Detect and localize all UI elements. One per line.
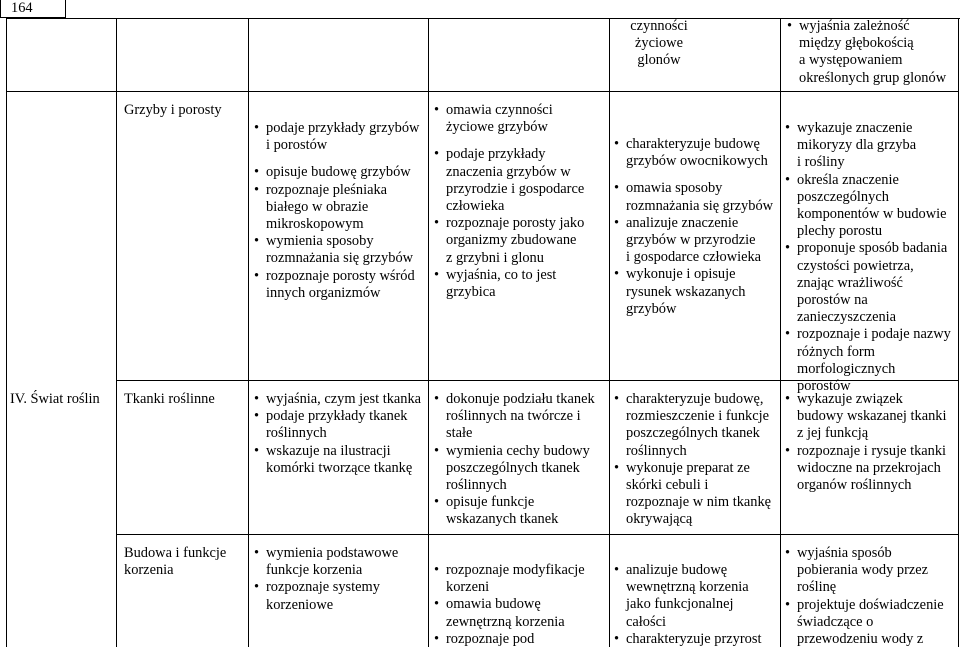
bullet-item-continuation: rysunek wskazanych	[626, 283, 746, 300]
bullet-item: • analizuje znaczenie	[612, 215, 778, 232]
bullet-item-continuation: pobierania wody przez	[797, 562, 929, 579]
bullet-list	[432, 562, 608, 648]
bullet-item-continuation: korzeni	[446, 579, 490, 596]
bullet-item: • wykazuje znaczenie	[783, 120, 958, 137]
bullet-item: • podaje przykłady	[432, 146, 608, 163]
bullet-item: • podaje przykłady tkanek	[252, 408, 427, 425]
bullet-item-continuation: rozpoznaje w nim tkankę	[626, 494, 772, 511]
row-line-3	[116, 534, 959, 535]
list-gap	[252, 154, 427, 164]
bullet-item: • wymienia cechy budowy	[432, 443, 608, 460]
bullet-item-continuation: przyrodzie i gospodarce	[446, 180, 585, 197]
col-line-4	[428, 18, 429, 647]
bullet-item: • wyjaśnia, co to jest	[432, 267, 608, 284]
cell-r0-c6	[783, 120, 958, 395]
bullet-item: • charakteryzuje budowę	[612, 136, 778, 153]
bullet-item-continuation: poszczególnych	[797, 188, 889, 205]
cell-r2-c5	[612, 562, 778, 648]
list-item: • wyjaśnia zależność	[785, 18, 957, 35]
bullet-item: • wykonuje i opisuje	[612, 266, 778, 283]
bullet-list	[432, 391, 608, 529]
page-number: 164	[0, 0, 66, 18]
bullet-item-continuation: znaczenia grzybów w	[446, 163, 571, 180]
right-border	[958, 18, 959, 647]
bullet-item-continuation: roślinnych	[446, 477, 507, 494]
top-cell-c5	[609, 18, 709, 70]
bullet-item: • omawia sposoby	[612, 180, 778, 197]
bullet-item-continuation: widoczne na przekrojach	[797, 459, 941, 476]
cell-r0-c5	[612, 136, 778, 318]
bullet-item-continuation: stałe	[446, 425, 473, 442]
bullet-list	[783, 391, 958, 494]
topic-grzyby: Grzyby i porosty	[124, 102, 222, 118]
row-line-1	[6, 91, 959, 92]
cell-r1-c4	[432, 391, 608, 529]
list-item: między głębokością	[799, 35, 914, 52]
cell-r0-c4	[432, 102, 608, 301]
bullet-item: • rozpoznaje i podaje nazwy	[783, 326, 958, 343]
bullet-item: • wymienia sposoby	[252, 233, 427, 250]
bullet-item: • wskazuje na ilustracji	[252, 443, 427, 460]
bullet-item-continuation: rozmnażania się grzybów	[266, 250, 414, 267]
bullet-item-continuation: innych organizmów	[266, 284, 381, 301]
bullet-item-continuation: roślinnych	[266, 425, 327, 442]
bullet-item: • wykazuje związek	[783, 391, 958, 408]
bullet-item-continuation: świadczące o	[797, 613, 874, 630]
bullet-item-continuation: organizmy zbudowane	[446, 232, 577, 249]
cell-r2-c4	[432, 562, 608, 648]
bullet-item-continuation: wewnętrzną korzenia	[626, 579, 749, 596]
bullet-item: • podaje przykłady grzybów	[252, 120, 427, 137]
bullet-item-continuation: i gospodarce człowieka	[626, 249, 762, 266]
bullet-item-continuation: plechy porostu	[797, 223, 883, 240]
bullet-item-continuation: jako funkcjonalnej	[626, 596, 734, 613]
bullet-list	[612, 562, 778, 648]
bullet-item-continuation: rozmieszczenie i funkcje	[626, 408, 770, 425]
text-line: glonów	[637, 52, 681, 69]
bullet-item-continuation: rozmnażania się grzybów	[626, 197, 774, 214]
bullet-item-continuation: czystości powietrza,	[797, 257, 914, 274]
bullet-item: • wymienia podstawowe	[252, 545, 427, 562]
bullet-item: • wykonuje preparat ze	[612, 460, 778, 477]
bullet-item-continuation: roślinę	[797, 579, 837, 596]
bullet-item-continuation: życiowe grzybów	[446, 119, 548, 136]
bullet-list	[612, 391, 778, 529]
bullet-list	[252, 120, 427, 302]
bullet-item: • charakteryzuje przyrost	[612, 631, 778, 648]
bullet-item-continuation: grzybów	[626, 300, 677, 317]
bullet-item-continuation: roślinnych na twórcze i	[446, 408, 581, 425]
bullet-item: • rozpoznaje porosty wśród	[252, 268, 427, 285]
col-line-2	[116, 18, 117, 647]
bullet-item: • opisuje funkcje	[432, 494, 608, 511]
bullet-item-continuation: i porostów	[266, 137, 328, 154]
bullet-item-continuation: funkcje korzenia	[266, 562, 363, 579]
bullet-item-continuation: różnych form	[797, 343, 875, 360]
topic-korzen	[124, 545, 246, 579]
bullet-item: • rozpoznaje modyfikacje	[432, 562, 608, 579]
bullet-item: • analizuje budowę	[612, 562, 778, 579]
bullet-item: • opisuje budowę grzybów	[252, 164, 427, 181]
left-border	[6, 18, 7, 647]
bullet-item-continuation: znając wrażliwość	[797, 274, 903, 291]
top-cell-c6	[785, 18, 957, 87]
bullet-list	[783, 545, 958, 648]
bullet-item: • dokonuje podziału tkanek	[432, 391, 608, 408]
bullet-item-continuation: morfologicznych	[797, 360, 896, 377]
cell-r1-c3	[252, 391, 427, 477]
bullet-item-continuation: poszczególnych tkanek	[446, 459, 580, 476]
bullet-item: • rozpoznaje systemy	[252, 579, 427, 596]
topic-korzen-text: Budowa i funkcje korzenia	[124, 545, 227, 579]
bullet-item-continuation: roślinnych	[626, 442, 687, 459]
bullet-item: • wyjaśnia sposób	[783, 545, 958, 562]
bullet-item: • omawia budowę	[432, 596, 608, 613]
bullet-item-continuation: zewnętrzną korzenia	[446, 613, 565, 630]
bullet-item-continuation: wskazanych tkanek	[446, 511, 559, 528]
bullet-item-continuation: komórki tworzące tkankę	[266, 459, 413, 476]
list-gap	[612, 170, 778, 180]
bullet-list	[783, 120, 958, 395]
bullet-item: • rozpoznaje pod	[432, 631, 608, 648]
list-item: a występowaniem	[799, 52, 903, 69]
cell-r2-c6	[783, 545, 958, 648]
bullet-list	[612, 136, 778, 318]
col-line-6	[780, 18, 781, 647]
bullet-item-continuation: porostów na	[797, 292, 868, 309]
col-line-3	[248, 18, 249, 647]
cell-r0-c3	[252, 120, 427, 302]
bullet-item: • rozpoznaje porosty jako	[432, 215, 608, 232]
bullet-item-continuation: komponentów w budowie	[797, 206, 947, 223]
bullet-item-continuation: zanieczyszczenia	[797, 309, 897, 326]
text-line: czynności życiowe	[630, 18, 688, 52]
bullet-item: • rozpoznaje pleśniaka	[252, 182, 427, 199]
bullet-item-continuation: białego w obrazie	[266, 198, 369, 215]
bullet-item: • projektuje doświadczenie	[783, 597, 958, 614]
cell-r2-c3	[252, 545, 427, 614]
bullet-item-continuation: grzybów owocnikowych	[626, 153, 768, 170]
bullet-item-continuation: i rośliny	[797, 154, 845, 171]
col-line-5	[609, 18, 610, 647]
section-label: IV. Świat roślin	[10, 391, 100, 407]
bullet-item: • charakteryzuje budowę,	[612, 391, 778, 408]
bullet-item: • proponuje sposób badania	[783, 240, 958, 257]
bullet-item: • określa znaczenie	[783, 172, 958, 189]
bullet-item-continuation: grzybów w przyrodzie	[626, 232, 756, 249]
bullet-item-continuation: porostów	[797, 378, 851, 395]
bullet-item-continuation: mikoryzy dla grzyba	[797, 137, 917, 154]
list-item: określonych grup glonów	[799, 69, 947, 86]
bullet-item-continuation: człowieka	[446, 198, 505, 215]
bullet-item-continuation: organów roślinnych	[797, 477, 912, 494]
bullet-item-continuation: okrywającą	[626, 511, 693, 528]
cell-r1-c5	[612, 391, 778, 529]
list-gap	[432, 136, 608, 146]
cell-r1-c6	[783, 391, 958, 494]
bullet-item-continuation: mikroskopowym	[266, 216, 364, 233]
bullet-item-continuation: budowy wskazanej tkanki	[797, 408, 947, 425]
bullet-item: • wyjaśnia, czym jest tkanka	[252, 391, 427, 408]
bullet-item: • omawia czynności	[432, 102, 608, 119]
bullet-item-continuation: korzeniowe	[266, 596, 334, 613]
bullet-item-continuation: poszczególnych tkanek	[626, 425, 760, 442]
bullet-item-continuation: całości	[626, 613, 666, 630]
bullet-item-continuation: przewodzeniu wody z	[797, 631, 924, 648]
bullet-item-continuation: z jej funkcją	[797, 425, 869, 442]
topic-tkanki: Tkanki roślinne	[124, 391, 215, 407]
bullet-list	[252, 391, 427, 477]
bullet-list	[432, 102, 608, 301]
bullet-item-continuation: grzybica	[446, 284, 496, 301]
bullet-item-continuation: z grzybni i glonu	[446, 249, 544, 266]
bullet-item: • rozpoznaje i rysuje tkanki	[783, 443, 958, 460]
bullet-item-continuation: skórki cebuli i	[626, 477, 709, 494]
bullet-list	[252, 545, 427, 614]
